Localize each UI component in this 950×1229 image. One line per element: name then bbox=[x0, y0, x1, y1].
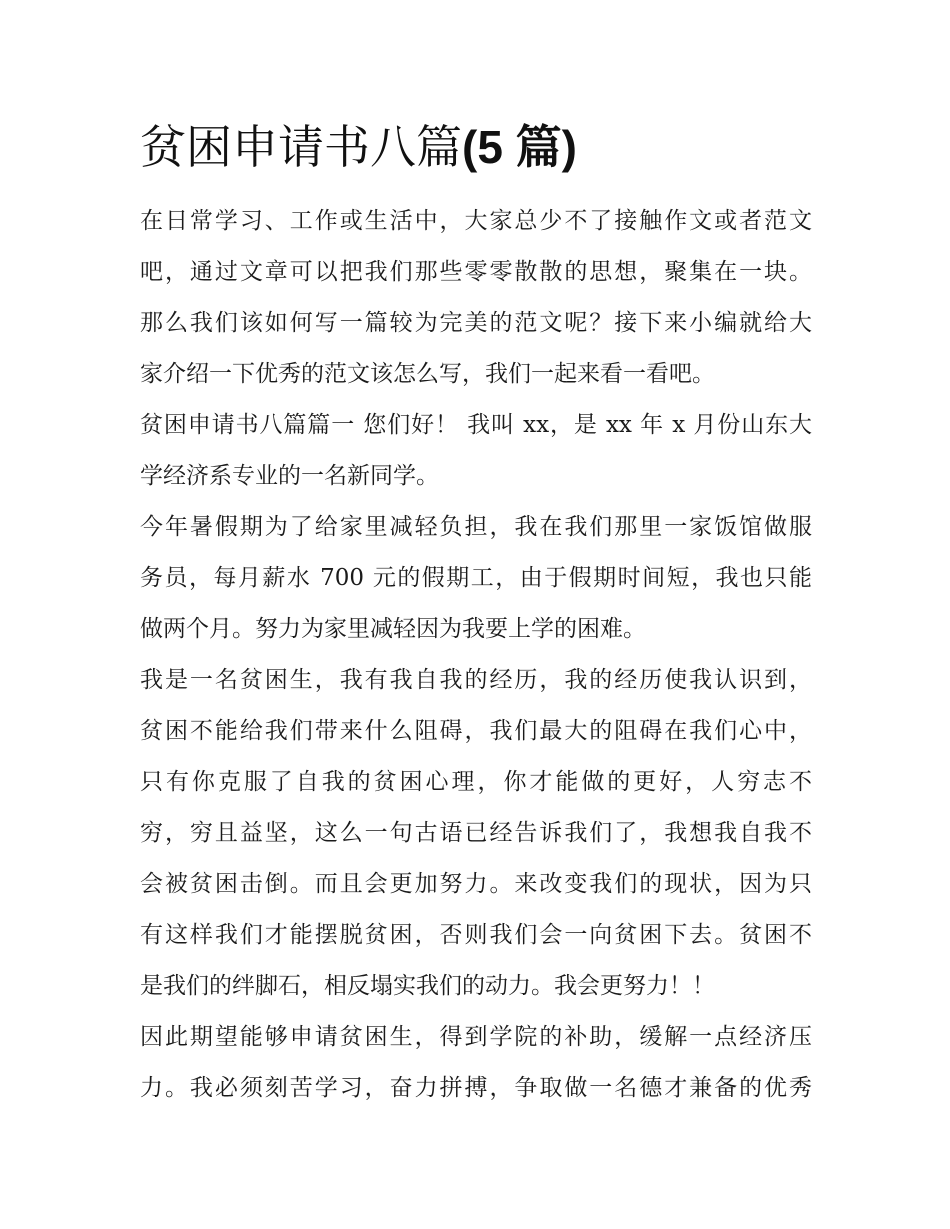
text-line: 穷，穷且益坚，这么一句古语已经告诉我们了，我想我自我不 bbox=[140, 820, 812, 846]
text-line: 我是一名贫困生，我有我自我的经历，我的经历使我认识到， bbox=[140, 667, 812, 693]
text-line: 会被贫困击倒。而且会更加努力。来改变我们的现状，因为只 bbox=[140, 871, 812, 897]
text-line: 那么我们该如何写一篇较为完美的范文呢？接下来小编就给大 bbox=[140, 310, 812, 336]
text-line: 贫困不能给我们带来什么阻碍，我们最大的阻碍在我们心中， bbox=[140, 718, 812, 744]
text-line: 因此期望能够申请贫困生，得到学院的补助，缓解一点经济压 bbox=[140, 1024, 812, 1050]
text-line: 家介绍一下优秀的范文该怎么写，我们一起来看一看吧。 bbox=[140, 361, 715, 387]
text-line: 吧，通过文章可以把我们那些零零散散的思想，聚集在一块。 bbox=[140, 259, 812, 285]
text-line: 力。我必须刻苦学习，奋力拼搏，争取做一名德才兼备的优秀 bbox=[140, 1075, 812, 1101]
text-line: 只有你克服了自我的贫困心理，你才能做的更好，人穷志不 bbox=[140, 769, 812, 795]
text-line: 做两个月。努力为家里减轻因为我要上学的困难。 bbox=[140, 616, 646, 642]
text-line: 今年暑假期为了给家里减轻负担，我在我们那里一家饭馆做服 bbox=[140, 514, 812, 540]
text-line: 务员，每月薪水 700 元的假期工，由于假期时间短，我也只能 bbox=[140, 565, 812, 591]
text-line: 贫困申请书八篇篇一 您们好！ 我叫 xx，是 xx 年 x 月份山东大 bbox=[140, 412, 812, 438]
document-body bbox=[140, 196, 812, 1114]
text-line: 是我们的绊脚石，相反塌实我们的动力。我会更努力！！ bbox=[140, 973, 715, 999]
page-title bbox=[140, 112, 820, 182]
text-line: 在日常学习、工作或生活中，大家总少不了接触作文或者范文 bbox=[140, 208, 812, 234]
text-line: 有这样我们才能摆脱贫困，否则我们会一向贫困下去。贫困不 bbox=[140, 922, 812, 948]
title-suffix: (5 篇) bbox=[462, 121, 577, 173]
title-main: 贫困申请书八篇 bbox=[140, 120, 462, 174]
text-line: 学经济系专业的一名新同学。 bbox=[140, 463, 439, 489]
